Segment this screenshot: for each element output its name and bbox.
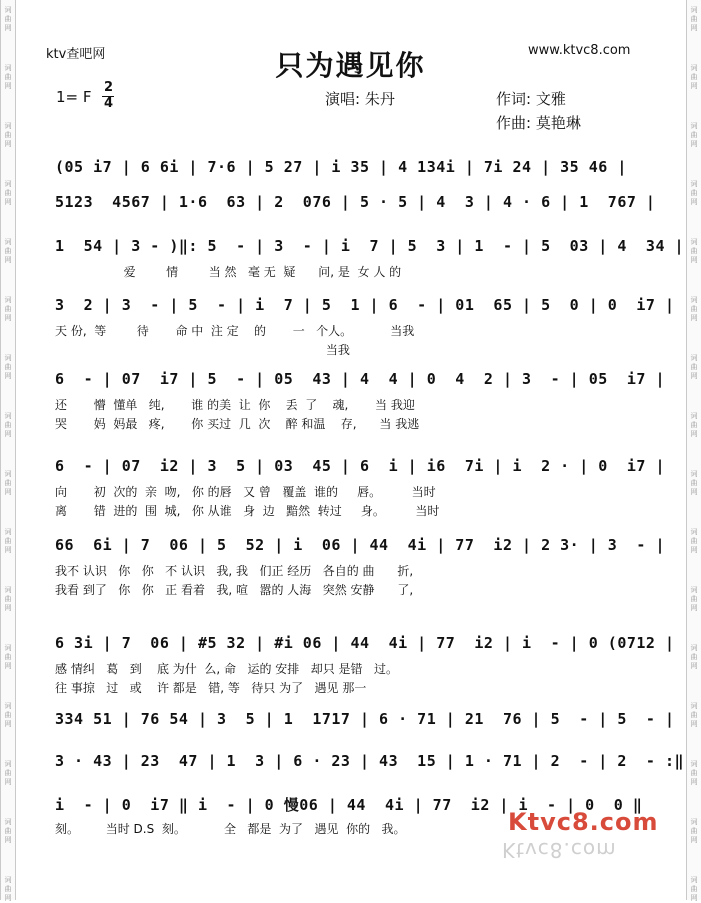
lyrics-line: 天 份, 等 待 命 中 注 定 的 一 个人。 当我 bbox=[55, 324, 415, 338]
notation-row: 1 54 | 3 - )‖: 5 - | 3 - | i 7 | 5 3 | 1 - | 5 03 | 4 34 | bbox=[55, 237, 685, 255]
side-watermark-mark: 词 曲 网 bbox=[690, 818, 698, 844]
lyrics-line: 刻。 当时 D.S 刻。 全 都是 为了 遇见 你的 我。 bbox=[55, 822, 406, 836]
side-watermark-mark: 词 曲 网 bbox=[690, 238, 698, 264]
left-border-strip bbox=[0, 0, 16, 900]
lyricist: 作词: 文雅 bbox=[496, 90, 566, 108]
notation-row: 3 2 | 3 - | 5 - | i 7 | 5 1 | 6 - | 01 65 | 5 0 | 0 i7 | bbox=[55, 296, 675, 314]
side-watermark-mark: 词 曲 网 bbox=[4, 528, 12, 554]
lyrics-line: 哭 妈 妈最 疼, 你 买过 几 次 醉 和温 存, 当 我逃 bbox=[55, 417, 420, 431]
side-watermark-mark: 词 曲 网 bbox=[4, 644, 12, 670]
side-watermark-mark: 词 曲 网 bbox=[4, 354, 12, 380]
side-watermark-mark: 词 曲 网 bbox=[4, 470, 12, 496]
side-watermark-mark: 词 曲 网 bbox=[690, 760, 698, 786]
side-watermark-mark: 词 曲 网 bbox=[4, 180, 12, 206]
side-watermark-mark: 词 曲 网 bbox=[4, 586, 12, 612]
notation-row: 3 · 43 | 23 47 | 1 3 | 6 · 23 | 43 15 | 1 · 71 | 2 - | 2 - :‖ bbox=[55, 752, 685, 770]
notation-row: 66 6i | 7 06 | 5 52 | i 06 | 44 4i | 77 i2 | 2 3· | 3 - | bbox=[55, 536, 665, 554]
lyrics-line: 我不 认识 你 你 不 认识 我, 我 们正 经历 各自的 曲 折, bbox=[55, 564, 414, 578]
notation-row: (05 i7 | 6 6i | 7·6 | 5 27 | i 35 | 4 134i | 7i 24 | 35 46 | bbox=[55, 158, 627, 176]
side-watermark-mark: 词 曲 网 bbox=[4, 6, 12, 32]
notation-row: 6 - | 07 i7 | 5 - | 05 43 | 4 4 | 0 4 2 | 3 - | 05 i7 | bbox=[55, 370, 665, 388]
watermark-reflection: Ktvc8.com bbox=[502, 838, 617, 862]
side-watermark-mark: 词 曲 网 bbox=[690, 64, 698, 90]
side-watermark-mark: 词 曲 网 bbox=[690, 702, 698, 728]
time-signature-bottom: 4 bbox=[104, 96, 114, 111]
side-watermark-mark: 词 曲 网 bbox=[4, 238, 12, 264]
side-watermark-mark: 词 曲 网 bbox=[690, 586, 698, 612]
watermark-logo: Ktvc8.com bbox=[508, 808, 659, 836]
notation-row: i - | 0 i7 ‖ i - | 0 慢06 | 44 4i | 77 i2 | i - | 0 0 ‖ bbox=[55, 796, 643, 814]
notation-row: 6 3i | 7 06 | #5 32 | #i 06 | 44 4i | 77 i2 | i - | 0 (0712 | bbox=[55, 634, 675, 652]
composer: 作曲: 莫艳琳 bbox=[496, 114, 581, 132]
site-url-right: www.ktvc8.com bbox=[528, 43, 631, 58]
side-watermark-mark: 词 曲 网 bbox=[690, 180, 698, 206]
side-watermark-mark: 词 曲 网 bbox=[4, 64, 12, 90]
side-watermark-mark: 词 曲 网 bbox=[4, 122, 12, 148]
side-watermark-mark: 词 曲 网 bbox=[690, 876, 698, 902]
side-watermark-mark: 词 曲 网 bbox=[4, 818, 12, 844]
lyrics-line: 感 情纠 葛 到 底 为什 么, 命 运的 安排 却只 是错 过。 bbox=[55, 662, 398, 676]
notation-row: 334 51 | 76 54 | 3 5 | 1 1717 | 6 · 71 | 21 76 | 5 - | 5 - | bbox=[55, 710, 675, 728]
lyrics-line: 爱 情 当 然 毫 无 疑 问, 是 女 人 的 bbox=[55, 265, 402, 279]
side-watermark-mark: 词 曲 网 bbox=[690, 470, 698, 496]
side-watermark-mark: 词 曲 网 bbox=[690, 6, 698, 32]
side-watermark-mark: 词 曲 网 bbox=[4, 876, 12, 902]
lyrics-line: 向 初 次的 亲 吻, 你 的唇 又 曾 覆盖 谁的 唇。 当时 bbox=[55, 485, 436, 499]
side-watermark-mark: 词 曲 网 bbox=[4, 760, 12, 786]
side-watermark-mark: 词 曲 网 bbox=[4, 296, 12, 322]
lyrics-line: 离 错 进的 围 城, 你 从谁 身 边 黯然 转过 身。 当时 bbox=[55, 504, 440, 518]
side-watermark-mark: 词 曲 网 bbox=[690, 644, 698, 670]
side-watermark-mark: 词 曲 网 bbox=[690, 122, 698, 148]
singer: 演唱: 朱丹 bbox=[325, 90, 395, 108]
lyrics-line: 当我 bbox=[55, 343, 350, 357]
side-watermark-mark: 词 曲 网 bbox=[690, 528, 698, 554]
notation-row: 5123 4567 | 1·6 63 | 2 076 | 5 · 5 | 4 3 | 4 · 6 | 1 767 | bbox=[55, 193, 656, 211]
side-watermark-mark: 词 曲 网 bbox=[690, 296, 698, 322]
right-border-strip bbox=[686, 0, 701, 900]
site-name-left: ktv查吧网 bbox=[46, 47, 106, 62]
lyrics-line: 我看 到了 你 你 正 看着 我, 喧 嚣的 人海 突然 安静 了, bbox=[55, 583, 414, 597]
side-watermark-mark: 词 曲 网 bbox=[690, 412, 698, 438]
lyrics-line: 往 事掠 过 或 许 都是 错, 等 待只 为了 遇见 那一 bbox=[55, 681, 367, 695]
notation-row: 6 - | 07 i2 | 3 5 | 03 45 | 6 i | i6 7i | i 2 · | 0 i7 | bbox=[55, 457, 665, 475]
side-watermark-mark: 词 曲 网 bbox=[4, 702, 12, 728]
song-title: 只为遇见你 bbox=[275, 49, 426, 82]
time-signature-top: 2 bbox=[104, 80, 114, 95]
side-watermark-mark: 词 曲 网 bbox=[690, 354, 698, 380]
side-watermark-mark: 词 曲 网 bbox=[4, 412, 12, 438]
key-signature: 1= F bbox=[56, 88, 92, 106]
lyrics-line: 还 懵 懂单 纯, 谁 的美 让 你 丢 了 魂, 当 我迎 bbox=[55, 398, 415, 412]
